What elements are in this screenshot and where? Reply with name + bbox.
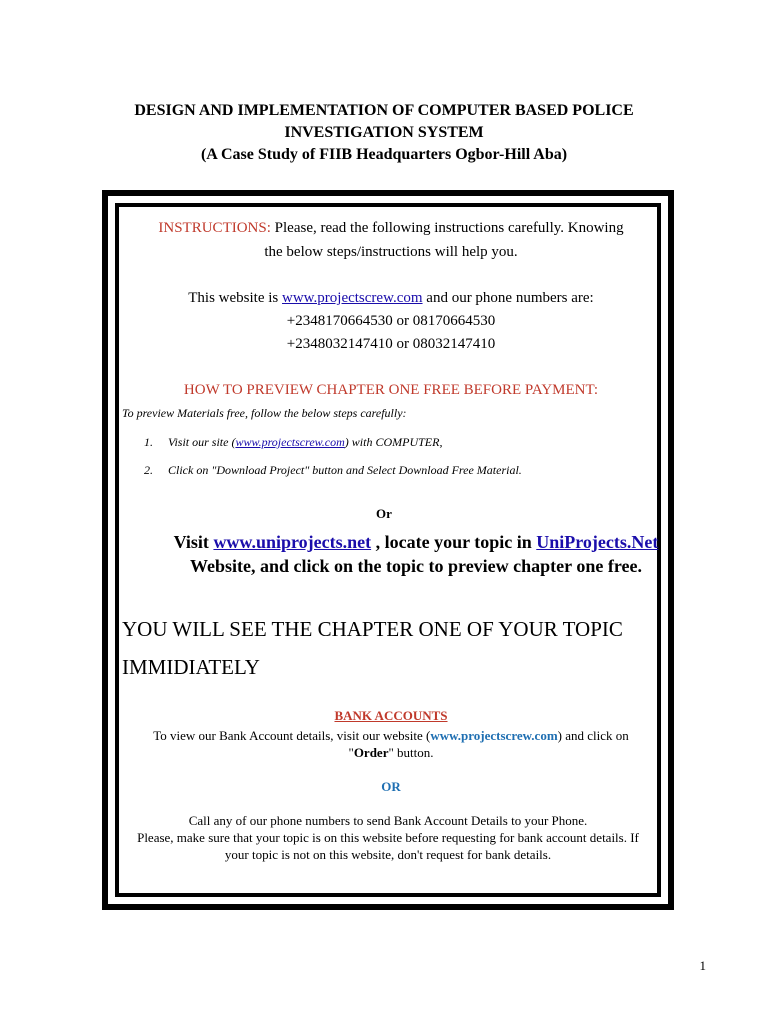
or-separator-2: OR [381, 779, 401, 794]
page-number: 1 [699, 958, 706, 973]
bank-paragraph [126, 727, 656, 761]
step-2 [144, 456, 522, 484]
step-2-text: Click on "Download Project" button and Select Download Free Material. [168, 463, 522, 477]
instructions-text-2: the below steps/instructions will help you. [264, 244, 518, 260]
chapter-notice [122, 610, 623, 686]
call-paragraph [112, 812, 664, 863]
contact-paragraph [126, 287, 656, 356]
bank-text-1-post: ) and click on [557, 728, 629, 743]
step-1-post: ) with COMPUTER, [344, 435, 443, 449]
visit-paragraph [126, 530, 706, 578]
order-label: Order [353, 745, 389, 760]
bank-text-2-post: " button. [388, 745, 434, 760]
chapter-notice-line-1: YOU WILL SEE THE CHAPTER ONE OF YOUR TOPIC [122, 617, 623, 641]
visit-line-2: Website, and click on the topic to preview chapter one free. [190, 556, 642, 576]
or-separator-1: Or [376, 506, 392, 521]
phone-line-2: +2348032147410 or 08032147410 [286, 336, 496, 352]
visit-pre: Visit [173, 532, 214, 552]
step-1-number: 1. [144, 435, 153, 449]
step-1 [144, 428, 522, 456]
instructions-label: INSTRUCTIONS: [158, 220, 271, 236]
step-1-pre: Visit our site ( [168, 435, 236, 449]
instructions-text-1: Please, read the following instructions carefully. Knowing [270, 220, 624, 236]
call-line-3: your topic is not on this website, don't request for bank details. [224, 847, 552, 862]
step-1-link[interactable]: www.projectscrew.com [235, 435, 345, 449]
call-line-1: Call any of our phone numbers to send Bank Account Details to your Phone. [188, 813, 588, 828]
contact-prefix: This website is [188, 290, 283, 306]
chapter-notice-line-2: IMMIDIATELY [122, 655, 260, 679]
website-link[interactable]: www.projectscrew.com [282, 290, 423, 306]
howto-heading: HOW TO PREVIEW CHAPTER ONE FREE BEFORE PAYMENT: [183, 382, 599, 398]
bank-accounts-heading: BANK ACCOUNTS [334, 708, 448, 723]
title-line-1: DESIGN AND IMPLEMENTATION OF COMPUTER BASED POLICE [134, 102, 634, 119]
bank-website-link[interactable]: www.projectscrew.com [430, 728, 558, 743]
uniprojects-link[interactable]: www.uniprojects.net [213, 532, 372, 552]
steps-list [144, 428, 522, 484]
visit-mid: , locate your topic in [371, 532, 537, 552]
uniprojects-name-link[interactable]: UniProjects.Net [536, 532, 659, 552]
preview-lead: To preview Materials free, follow the below steps carefully: [122, 406, 407, 420]
step-2-number: 2. [144, 463, 153, 477]
bank-text-2-pre: " [348, 745, 354, 760]
title-line-2: INVESTIGATION SYSTEM [284, 124, 484, 141]
bank-text-1: To view our Bank Account details, visit our website ( [153, 728, 431, 743]
call-line-2: Please, make sure that your topic is on this website before requesting for bank account details. If [137, 830, 639, 845]
phone-line-1: +2348170664530 or 08170664530 [286, 313, 496, 329]
instructions-paragraph [126, 216, 656, 264]
contact-suffix: and our phone numbers are: [422, 290, 594, 306]
title-line-3: (A Case Study of FIIB Headquarters Ogbor-Hill Aba) [200, 146, 568, 163]
